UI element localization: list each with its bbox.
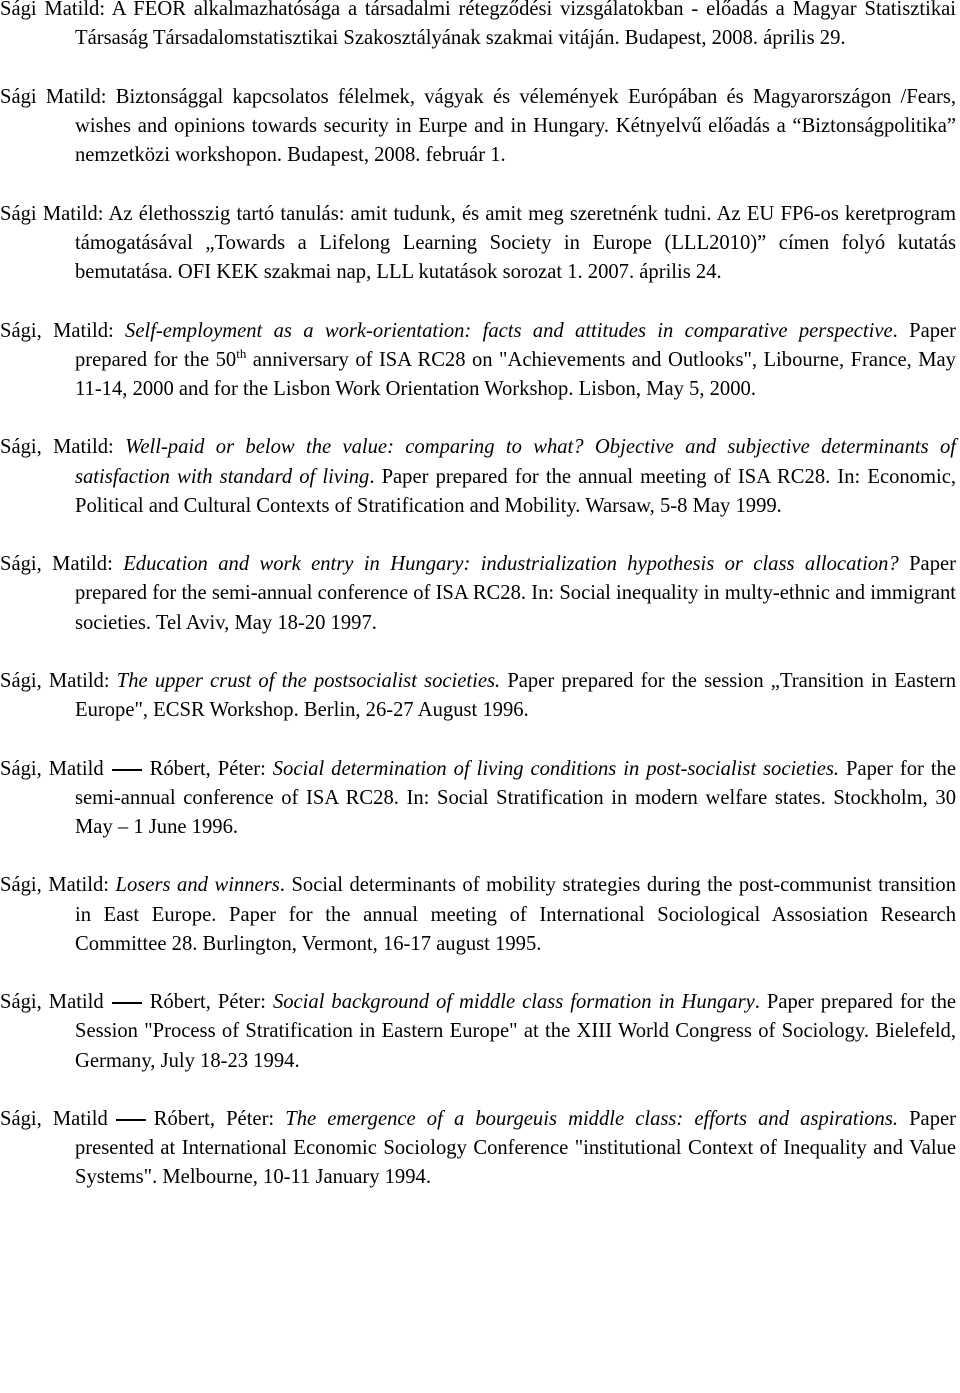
entry-details: Az élethosszig tartó tanulás: amit tudunk, és amit meg szeretnénk tudni. Az EU FP6-os keretprogram támogatásával „Towards a Lifelong Learning Society in Europe (LLL2010)” címen folyó kutatás bemutatása. OFI KEK szakmai nap, LLL kutatások sorozat 1. 2007. április 24.	[75, 202, 956, 284]
entry-coauthor: Róbert, Péter:	[153, 1107, 275, 1130]
entry-author: Sági Matild:	[0, 202, 104, 225]
entry-details: . Paper prepared for the Session "Process of Stratification in Eastern Europe" at the XIII World Congress of Sociology. Bielefeld, Germany, July 18-23 1994.	[75, 991, 957, 1072]
entry-details: . Paper prepared for the annual meeting of ISA RC28. In: Economic, Political and Cultural Contexts of Stratification and Mobility. Warsaw, 5-8 May 1999.	[75, 465, 957, 517]
entry-coauthor: Róbert, Péter:	[149, 991, 266, 1014]
entry-title: Self-employment as a work-orientation: facts and attitudes in comparative perspective	[113, 319, 893, 342]
reference-entry	[0, 0, 956, 53]
reference-entry	[0, 433, 956, 521]
reference-entry	[0, 667, 956, 725]
entry-author: Sági, Matild:	[0, 669, 110, 692]
entry-author: Sági, Matild:	[0, 436, 114, 459]
entry-details: . Social determinants of mobility strategies during the post-communist transition in East Europe. Paper for the annual meeting of International Sociological Assosiation Research Committee 28. Burlington, Vermont, 16-17 august 1995.	[75, 874, 956, 955]
entry-author: Sági Matild:	[0, 86, 107, 108]
reference-entry	[0, 200, 956, 288]
entry-author: Sági, Matild:	[0, 874, 109, 897]
entry-title: Well-paid or below the value: comparing to what? Objective and subjective determinants of satisfaction with standard of living	[75, 436, 956, 488]
entry-details: . Paper prepared for the 50	[75, 319, 956, 371]
entry-coauthor: Róbert, Péter:	[149, 757, 266, 780]
entry-title: The emergence of a bourgeuis middle class: efforts and aspirations.	[274, 1107, 898, 1130]
entry-title: Education and work entry in Hungary: industrialization hypothesis or class allocation?	[112, 553, 899, 576]
reference-entry	[0, 1105, 956, 1193]
entry-author: Sági, Matild	[0, 991, 104, 1014]
entry-author: Sági, Matild:	[0, 319, 114, 342]
reference-entry	[0, 83, 956, 171]
entry-details: Paper prepared for the semi-annual conference of ISA RC28. In: Social inequality in multy-ethnic and immigrant societies. Tel Aviv, May 18-20 1997.	[75, 553, 956, 634]
entry-title: The upper crust of the postsocialist societies.	[109, 669, 501, 692]
entry-author: Sági Matild:	[0, 0, 106, 20]
reference-entry	[0, 871, 956, 959]
entry-details-continued: anniversary of ISA RC28 on "Achievements and Outlooks", Libourne, France, May 11-14, 2000 and for the Lisbon Work Orientation Workshop. Lisbon, May 5, 2000.	[75, 348, 956, 400]
entry-author: Sági, Matild:	[0, 553, 113, 576]
entry-author: Sági, Matild	[0, 1107, 108, 1130]
reference-entry	[0, 755, 956, 843]
entry-title: Social background of middle class formation in Hungary	[265, 991, 755, 1014]
reference-entry	[0, 317, 956, 405]
entry-details: Paper presented at International Economic Sociology Conference "institutional Context of Inequality and Value Systems". Melbourne, 10-11 January 1994.	[75, 1107, 956, 1189]
entry-details: A FEOR alkalmazhatósága a társadalmi rétegződési vizsgálatokban - előadás a Magyar Statisztikai Társaság Társadalomstatisztikai Szakosztályának szakmai vitáján. Budapest, 2008. április 29.	[75, 0, 956, 50]
entry-details: Paper prepared for the session „Transition in Eastern Europe", ECSR Workshop. Berlin, 26-27 August 1996.	[75, 669, 956, 722]
entry-title: Losers and winners	[108, 874, 280, 897]
ordinal-superscript: th	[236, 345, 247, 361]
reference-entry	[0, 550, 956, 638]
author-dash	[112, 769, 142, 771]
author-dash	[112, 1002, 142, 1004]
reference-entry	[0, 988, 956, 1076]
entry-details: Biztonsággal kapcsolatos félelmek, vágyak és vélemények Európában és Magyarországon /Fears, wishes and opinions towards security in Eurpe and in Hungary. Kétnyelvű előadás a “Biztonságpolitika” nemzetközi workshopon. Budapest, 2008. február 1.	[75, 86, 957, 167]
entry-title: Social determination of living conditions in post-socialist societies.	[265, 757, 840, 780]
author-dash	[116, 1119, 146, 1121]
entry-details: Paper for the semi-annual conference of ISA RC28. In: Social Stratification in modern welfare states. Stockholm, 30 May – 1 June 1996.	[75, 757, 956, 838]
entry-author: Sági, Matild	[0, 757, 104, 780]
